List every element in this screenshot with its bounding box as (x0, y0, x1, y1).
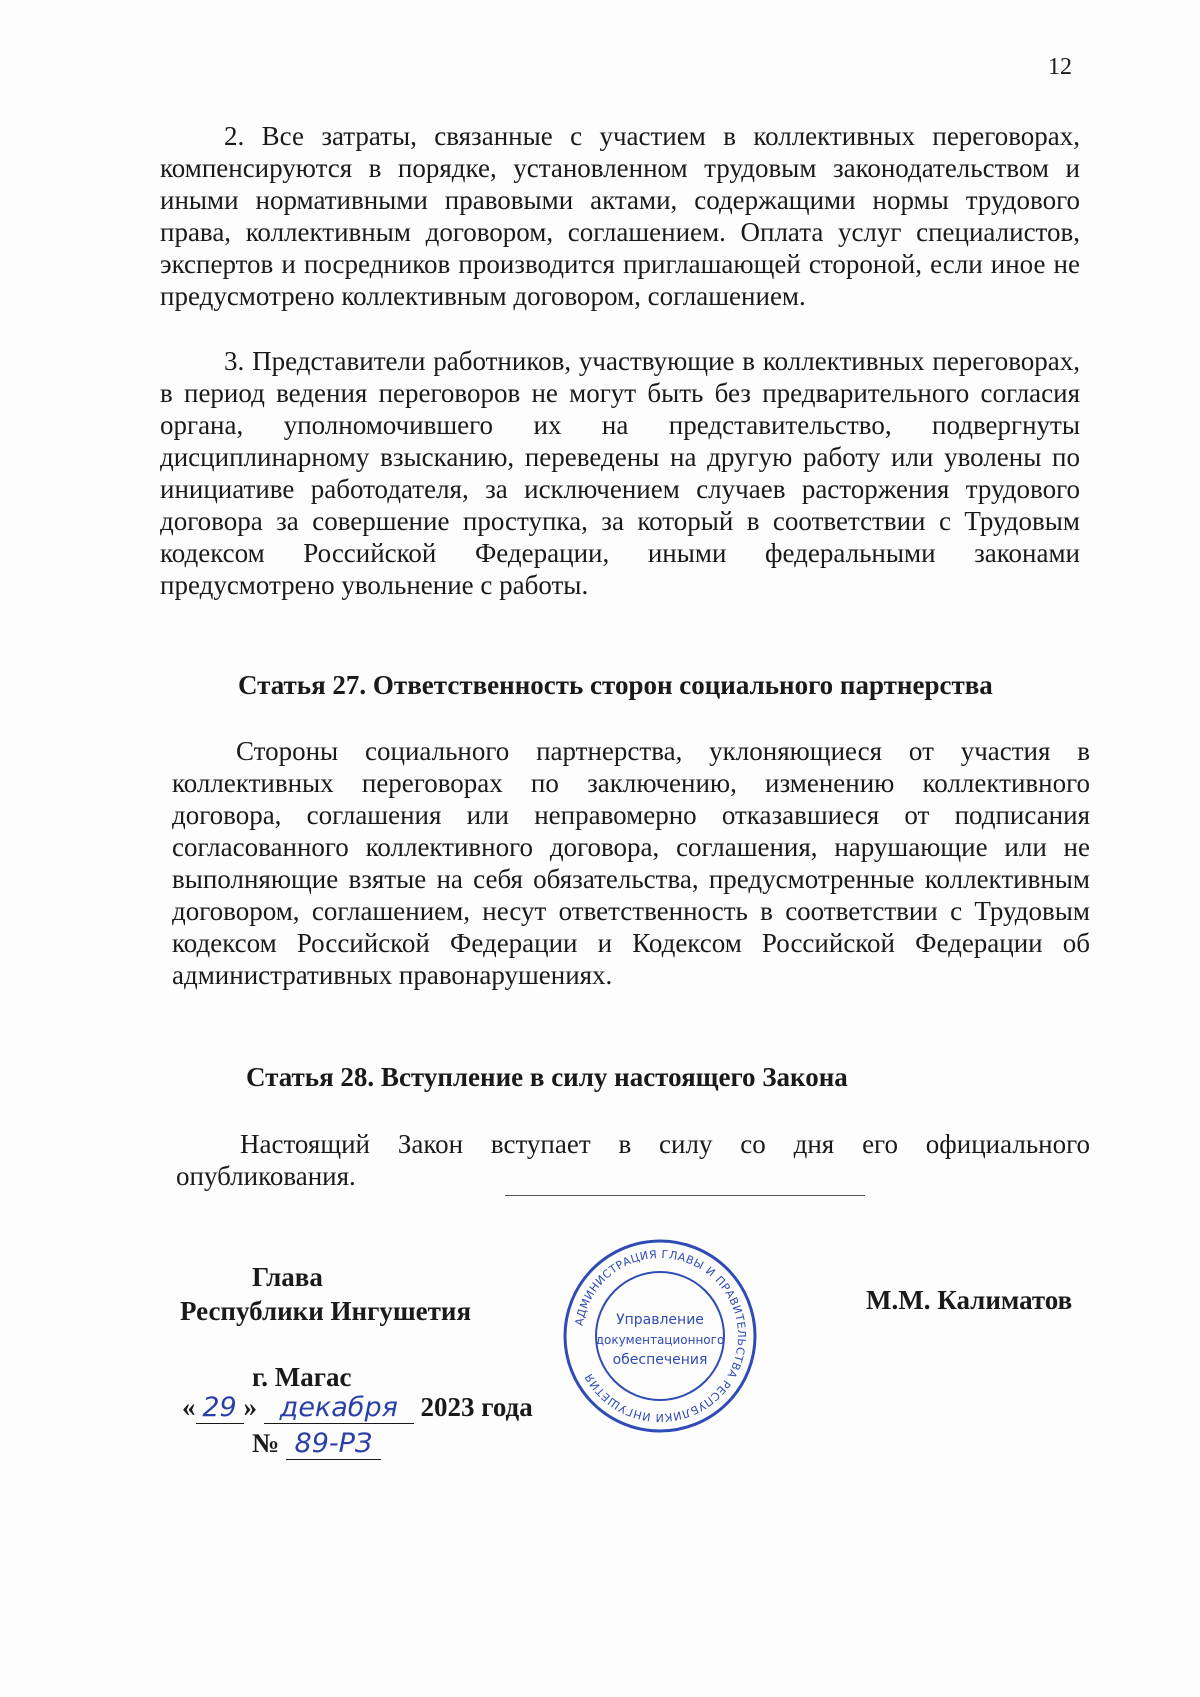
signatory-title: Глава (252, 1262, 323, 1292)
stamp-center-line-1: Управление (616, 1312, 704, 1328)
signing-city: г. Магас (252, 1362, 352, 1392)
signatory-republic: Республики Ингушетия (180, 1296, 472, 1326)
date-year: 2023 года (420, 1392, 533, 1422)
paragraph-3: 3. Представители работников, участвующие в коллективных переговорах, в период ведения переговоров не могут быть без предварительного согласия органа, уполномочившего их на представительство, подвергнуты дисциплинарному взысканию, переведены на другую работу или уволены по инициативе работодателя, за исключением случаев расторжения трудового договора за совершение проступка, за который в соответствии с Трудовым кодексом Российской Федерации, иными федеральными законами предусмотрено увольнение с работы. (160, 346, 1080, 600)
signing-date (182, 1392, 533, 1424)
handwritten-law-number: 89-РЗ (286, 1428, 381, 1460)
date-open-quote: « (182, 1392, 196, 1422)
stamp-ring-text: АДМИНИСТРАЦИЯ ГЛАВЫ И ПРАВИТЕЛЬСТВА РЕСПУБЛИКИ ИНГУШЕТИЯ (572, 1247, 749, 1425)
handwritten-month: декабря (264, 1392, 414, 1424)
page-number: 12 (1048, 54, 1072, 80)
article-28-text: Настоящий Закон вступает в силу со дня его официального опубликования. (176, 1129, 1090, 1191)
article-27-heading: Статья 27. Ответственность сторон социального партнерства (238, 670, 993, 700)
number-sign: № (252, 1428, 280, 1458)
stamp-center-line-2: документационного (595, 1333, 725, 1347)
date-close-quote: » (243, 1392, 257, 1422)
paragraph-2: 2. Все затраты, связанные с участием в коллективных переговорах, компенсируются в порядке, установленном трудовым законодательством и иными нормативными правовыми актами, содержащими нормы трудового права, коллективным договором, соглашением. Оплата услуг специалистов, экспертов и посредников производится приглашающей стороной, если иное не предусмотрено коллективным договором, соглашением. (160, 121, 1080, 311)
article-27-text: Стороны социального партнерства, уклоняющиеся от участия в коллективных переговорах по заключению, изменению коллективного договора, соглашения или неправомерно отказавшиеся от подписания согласованного коллективного договора, соглашения, нарушающие или не выполняющие взятые на себя обязательства, предусмотренные коллективным договором, соглашением, несут ответственность в соответствии с Трудовым кодексом Российской Федерации и Кодексом Российской Федерации об административных правонарушениях. (172, 736, 1090, 990)
stamp-center-line-3: обеспечения (612, 1352, 708, 1368)
article-28-heading: Статья 28. Вступление в силу настоящего Закона (246, 1062, 848, 1092)
official-stamp (560, 1236, 760, 1436)
end-of-text-rule (505, 1195, 865, 1196)
handwritten-day: 29 (196, 1392, 244, 1424)
signatory-name: М.М. Калиматов (866, 1285, 1073, 1315)
law-number (252, 1428, 381, 1460)
